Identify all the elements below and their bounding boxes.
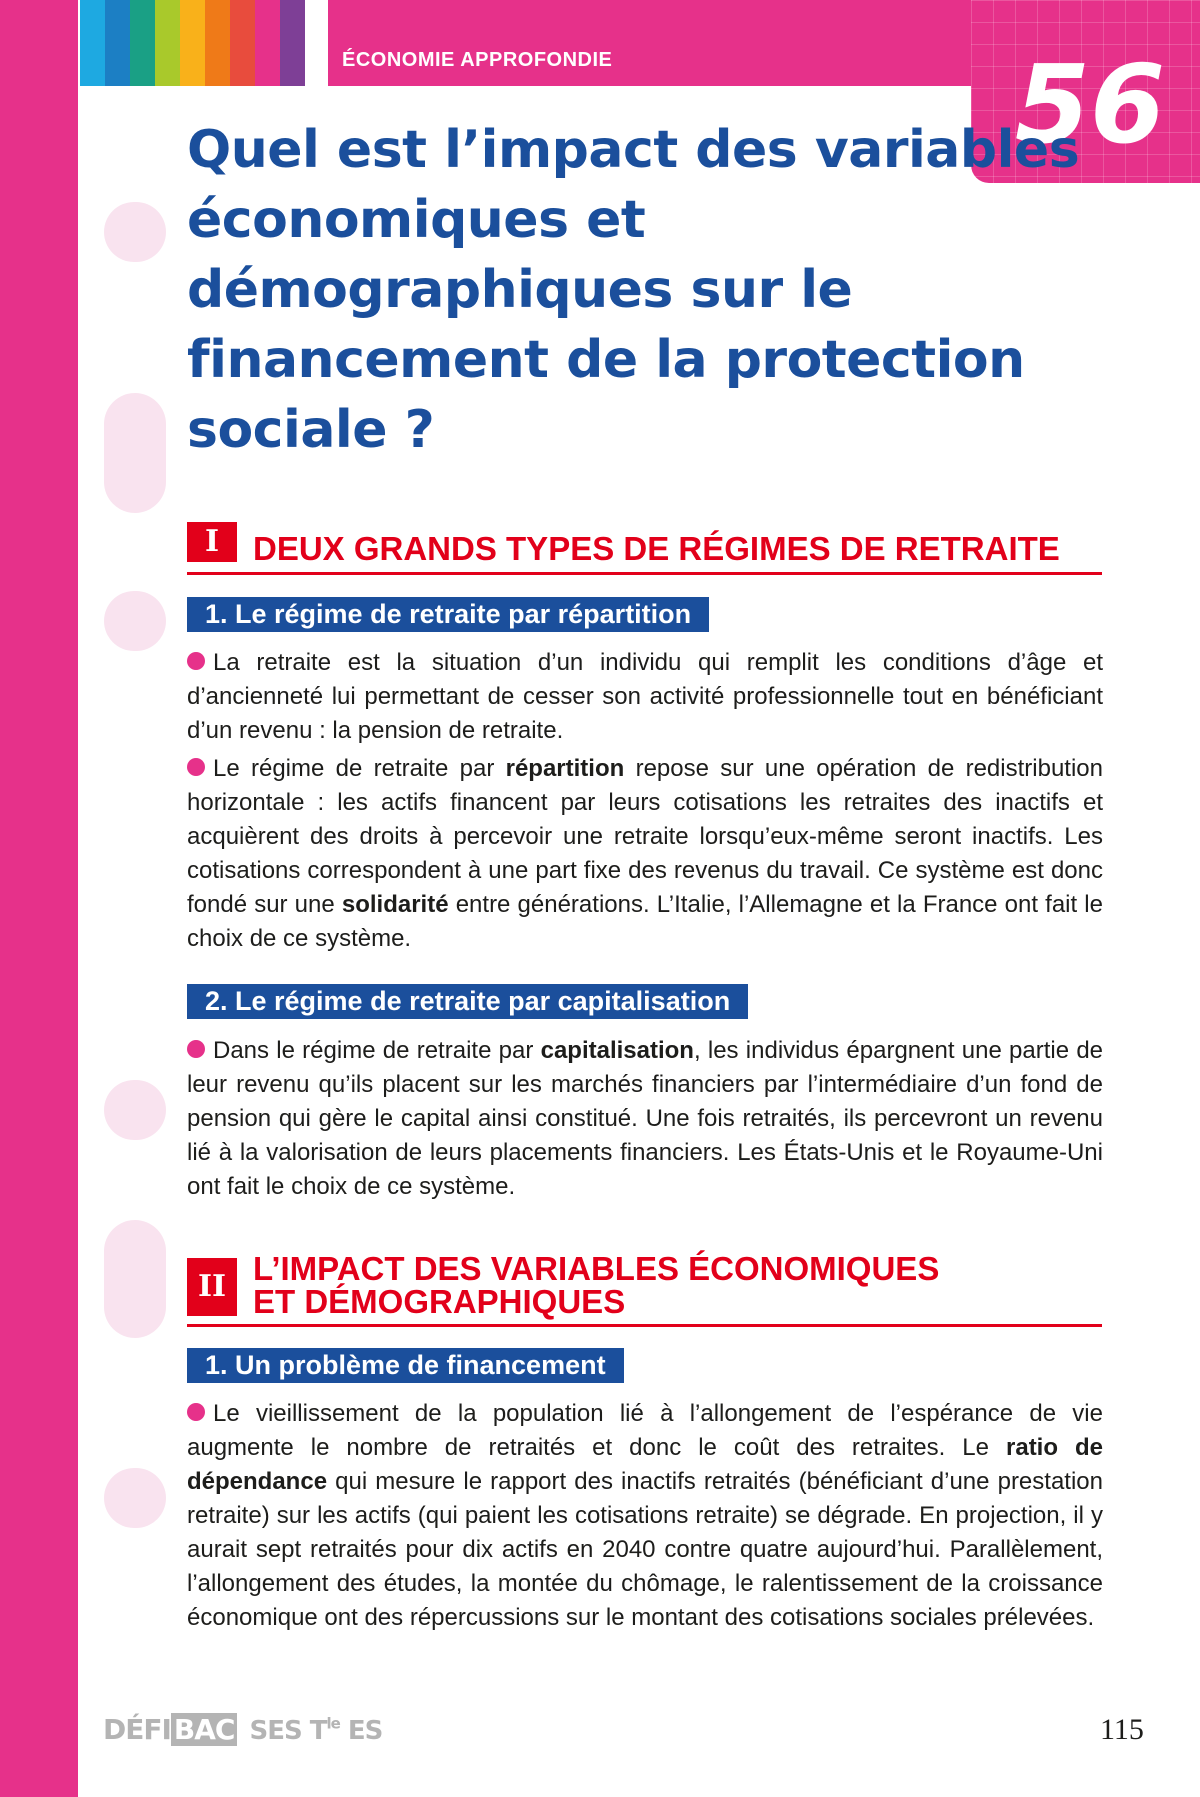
paragraph (187, 646, 1103, 748)
margin-dot (104, 393, 166, 513)
color-stripe (155, 0, 180, 86)
section-number: I (187, 522, 237, 562)
logo-text: BAC (171, 1713, 238, 1746)
logo-text: DÉFI (103, 1713, 171, 1746)
section-title: DEUX GRANDS TYPES DE RÉGIMES DE RETRAITE (253, 530, 1060, 567)
page-number: 115 (1100, 1713, 1144, 1746)
color-stripe (205, 0, 230, 86)
key-term: capitalisation (540, 1037, 694, 1064)
bullet-icon (187, 1403, 205, 1421)
paragraph (187, 752, 1103, 956)
section-heading (187, 522, 1102, 575)
section-number: II (187, 1258, 237, 1316)
paragraph (187, 1034, 1103, 1204)
color-stripe (180, 0, 205, 86)
logo-text: ES (339, 1716, 383, 1746)
logo-text: SES T (249, 1716, 327, 1746)
chapter-number: 56 (1014, 43, 1166, 168)
paragraph-text: , les individus épargnent une partie de leur revenu qu’ils placent sur les marchés financiers par l’intermédiaire d’un fond de pension qui gère le capital ainsi constitué. Une fois retraités, ils percevront un revenu lié à la valorisation de leurs placements financiers. Les États-Unis et le Royaume-Uni ont fait le choix de ce système. (187, 1037, 1104, 1200)
paragraph-text: entre générations. L’Italie, l’Allemagne et la France ont fait le choix de ce système. (187, 891, 1103, 952)
page-title: Quel est l’impact des variables économiques et démographiques sur le financement de la protection sociale ? (187, 120, 1080, 460)
color-stripe (105, 0, 130, 86)
margin-dot (104, 1220, 166, 1338)
subsection-heading: 2. Le régime de retraite par capitalisation (187, 984, 748, 1019)
subsection-heading: 1. Le régime de retraite par répartition (187, 597, 709, 632)
key-term: répartition (505, 755, 625, 782)
key-term: solidarité (341, 891, 449, 918)
category-label: ÉCONOMIE APPROFONDIE (342, 49, 613, 71)
logo-text: le (326, 1714, 340, 1733)
bullet-icon (187, 652, 205, 670)
paragraph-text: qui mesure le rapport des inactifs retraités (bénéficiant d’une prestation retraite) sur les actifs (qui paient les cotisations retraite) se dégrade. En projection, il y aurait sept retraités pour dix actifs en 2040 contre quatre aujourd’hui. Parallèlement, l’allongement des études, la montée du chômage, le ralentissement de la croissance économique ont des répercussions sur le montant des cotisations sociales prélevées. (187, 1468, 1103, 1631)
section-heading (187, 1252, 1102, 1327)
key-term: ratio de dépendance (187, 1434, 1104, 1495)
color-stripes (80, 0, 305, 86)
brand-logo (103, 1713, 382, 1746)
paragraph-text: La retraite est la situation d’un individu qui remplit les conditions d’âge et d’ancienneté lui permettant de cesser son activité professionnelle tout en bénéficiant d’un revenu : la pension de retraite. (187, 649, 1103, 744)
margin-dot (104, 202, 166, 262)
subsection-heading: 1. Un problème de financement (187, 1348, 624, 1383)
color-stripe (230, 0, 255, 86)
left-margin-bar (0, 0, 78, 1797)
margin-dot (104, 591, 166, 651)
color-stripe (130, 0, 155, 86)
section-title-line: L’IMPACT DES VARIABLES ÉCONOMIQUES (253, 1250, 940, 1287)
paragraph-text: Dans le régime de retraite par (213, 1037, 541, 1064)
paragraph-text: Le vieillissement de la population lié à l’allongement de l’espérance de vie augmente le nombre de retraités et donc le coût des retraites. Le (187, 1400, 1103, 1461)
color-stripe (255, 0, 280, 86)
color-stripe (280, 0, 305, 86)
bullet-icon (187, 758, 205, 776)
margin-dot (104, 1080, 166, 1140)
paragraph-text: repose sur une opération de redistribution horizontale : les actifs financent par leurs cotisations les retraites des inactifs et acquièrent des droits à percevoir une retraite lorsqu’eux-même seront inactifs. Les cotisations correspondent à une part fixe des revenus du travail. Ce système est donc fondé sur une (187, 755, 1103, 918)
bullet-icon (187, 1040, 205, 1058)
color-stripe (80, 0, 105, 86)
section-title-line: ET DÉMOGRAPHIQUES (253, 1283, 626, 1320)
paragraph (187, 1397, 1103, 1635)
paragraph-text: Le régime de retraite par (213, 755, 506, 782)
margin-dot (104, 1468, 166, 1528)
